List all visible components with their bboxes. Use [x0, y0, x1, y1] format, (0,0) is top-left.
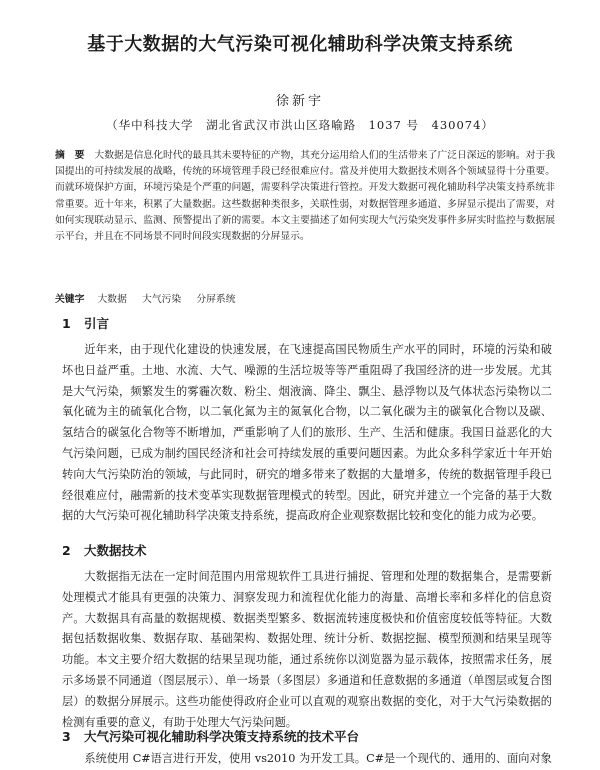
section-heading-3	[62, 727, 359, 745]
section-number: 2	[62, 543, 71, 558]
abstract	[55, 148, 555, 245]
abstract-label: 摘 要	[55, 150, 85, 161]
section-title: 大数据技术	[84, 543, 147, 558]
section-heading-1	[62, 314, 109, 332]
section-paragraph-2: 大数据指无法在一定时间范围内用常规软件工具进行捕捉、管理和处理的数据集合，是需要新处理模式才能具有更强的决策力、洞察发现力和流程优化能力的海量、高增长率和多样化的信息资产。大数据具有高量的数据规模、数据类型繁多、数据流转速度极快和价值密度较低等特征。大数据包括数据收集、数据存取、基础架构、数据处理、统计分析、数据挖掘、模型预测和结果呈现等功能。本文主要介绍大数据的结果呈现功能，通过系统你以浏览器为显示载体，按照需求任务，展示多场景不同通道（图层展示）、单一场景（多图层）多通道和任意数据的多通道（单图层或复合图层）的数据分屏展示。这些功能使得政府企业可以直观的观察出数据的变化，对于大气污染数据的检测有重要的意义，有助于处理大气污染问题。	[62, 570, 552, 729]
keywords-label: 关键字	[55, 294, 85, 305]
author-affiliation: （华中科技大学 湖北省武汉市洪山区珞喻路 1037 号 430074）	[106, 118, 494, 132]
section-heading-2	[62, 541, 147, 559]
abstract-text: 大数据是信息化时代的最具其未要特征的产物，其充分运用给人们的生活带来了广泛日深远的影响。对于我国提出的可持续发展的战略，传统的环境管理手段已经很难应付。當及并使用大数据技术则各个领域显得十分重要。而就环境保护方面，环境污染是个严重的问题，需要科学决策进行管控。开发大数据可视化辅助科学决策支持系统非常重要。近十年来，积累了大量数据。这些数据种类很多，关联性弱，对数据管理多通道、多屏显示提出了需要，对如何实现联动显示、监测、预警提出了新的需要。本文主要描述了如何实现大气污染突发事件多屏实时监控与数据展示平台，并且在不同场景不同时间段实现数据的分屏显示。	[55, 150, 556, 243]
section-number: 1	[62, 316, 71, 331]
section-title: 大气污染可视化辅助科学决策支持系统的技术平台	[84, 729, 360, 744]
author-name: 徐新宇	[275, 94, 324, 109]
section-number: 3	[62, 729, 71, 744]
keyword-item: 大数据	[97, 294, 127, 305]
keywords	[55, 292, 555, 308]
section-title: 引言	[84, 316, 110, 331]
section-paragraph-1: 近年来，由于现代化建设的快速发展，在飞速提高国民物质生产水平的同时，环境的污染和破坏也日益严重。土地、水流、大气、噪源的生活垃圾等等严重阻碍了我国经济的进一步发展。尤其是大气污染，频繁发生的雾霾次数、粉尘、烟液滴、降尘、飘尘、悬浮物以及气体状态污染物以二氧化硫为主的硫氧化合物，以二氧化氮为主的氮氧化合物，以二氧化碳为主的碳氧化合物以及碳、氢结合的碳氢化合物等不断增加，严重影响了人们的旅形、生产、生活和健康。我国日益恶化的大气污染问题，已成为制约国民经济和社会可持续发展的重要问题因素。为此众多科学家近十年开始转向大气污染防治的领域，与此同时，研究的增多带来了数据的大量增多，传统的数据管理手段已经很难应付，融需新的技术变革实现数据管理模式的转型。因此，研究并建立一个完备的基于大数据的大气污染可视化辅助科学决策支持系统，提高政府企业观察数据比较和变化的能力成为必要。	[62, 343, 552, 523]
paper-title: 基于大数据的大气污染可视化辅助科学决策支持系统	[87, 34, 513, 55]
keyword-item: 大气污染	[142, 294, 182, 305]
section-paragraph-3: 系统使用 C#语言进行开发，使用 vs2010 为开发工具。C#是一个现代的、通用的、面向对象	[84, 752, 552, 765]
keyword-item: 分屏系统	[196, 294, 236, 305]
